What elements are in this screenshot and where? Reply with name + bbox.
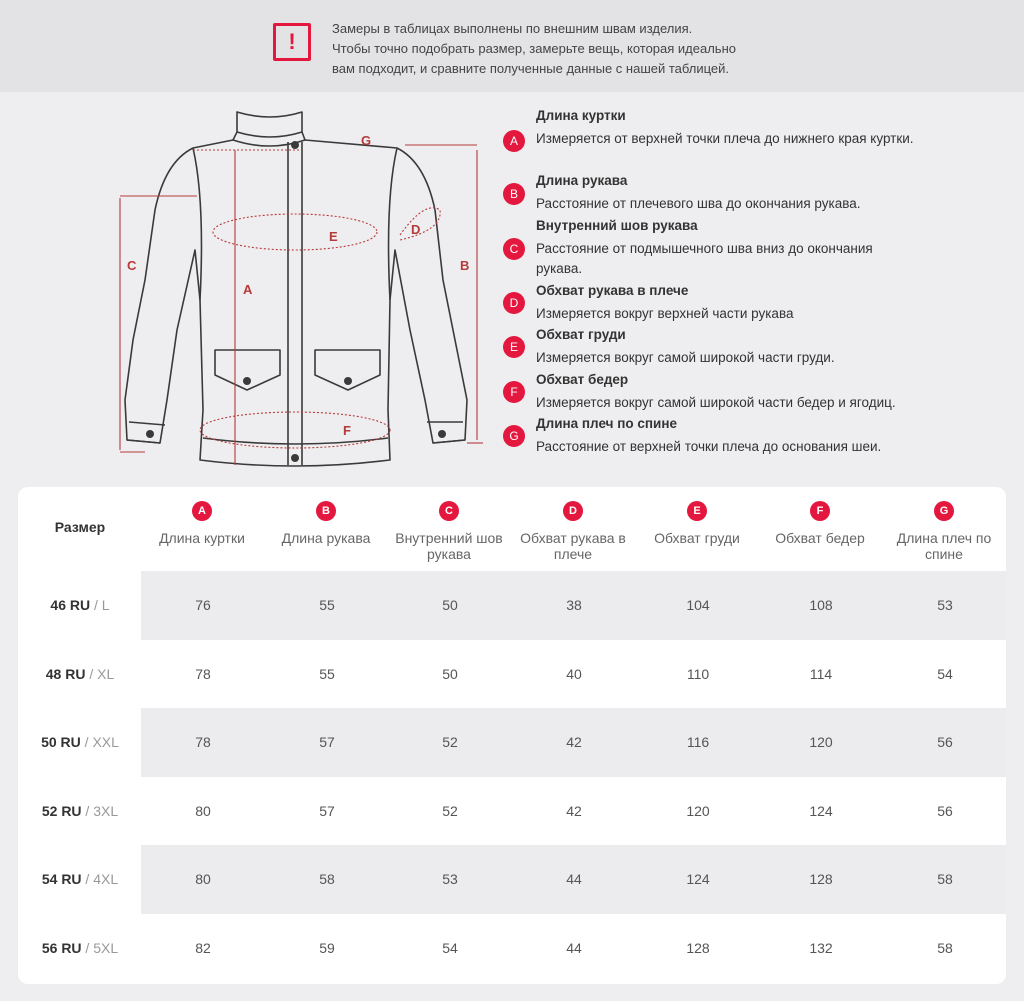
table-row [18,777,1006,846]
table-cell: 56 [937,734,953,751]
table-cell: 132 [809,940,833,956]
size-separator: / [90,597,102,613]
left-cuff [127,422,165,443]
table-cell: 44 [566,871,582,888]
letter-badge-icon: G [503,425,525,447]
letter-badge-icon: C [439,501,459,521]
table-cell: 80 [195,871,211,888]
table-cell: 50 [442,665,458,682]
size-separator: / [81,940,94,956]
letter-badge-icon: A [503,130,525,152]
table-cell: 56 [937,802,953,819]
size-label [18,777,142,846]
column-label: Длина рукава [281,530,371,546]
notice-line: Замеры в таблицах выполнены по внешним швам изделия. [332,21,693,36]
label-c: C [127,258,137,273]
table-cell: 104 [686,597,710,613]
letter-badge-icon: D [563,501,583,521]
size-intl: L [101,597,110,613]
column-label: Обхват бедер [775,530,865,546]
table-cell: 38 [566,597,582,613]
table-row [18,571,1006,640]
legend-title: Длина рукава [536,173,628,188]
size-separator: / [81,802,94,819]
column-label: Обхват рукава в плече [520,530,626,562]
letter-badge-icon: B [316,501,336,521]
column-header [140,501,264,546]
table-cell: 110 [686,665,710,682]
table-cell: 114 [809,665,833,682]
column-header [264,501,388,546]
column-header [387,501,511,562]
placket [288,142,302,465]
table-cell: 78 [195,734,211,751]
jacket-body-outline [237,112,302,137]
size-ru: 46 RU [50,597,91,613]
table-cell: 53 [442,871,458,888]
table-cell: 116 [686,734,710,751]
column-label: Длина куртки [159,530,245,546]
size-ru: 48 RU [45,665,86,682]
size-column-header: Размер [54,519,106,535]
legend-desc: Расстояние от верхней точки плеча до основания шеи. [536,439,882,454]
table-cell: 78 [195,665,211,682]
legend-desc: Измеряется вокруг самой широкой части бедер и ягодиц. [536,395,896,410]
table-cell: 54 [937,665,953,682]
table-cell: 120 [809,734,833,751]
size-ru: 50 RU [41,734,81,751]
table-cell: 128 [809,871,833,888]
letter-badge-icon: D [503,292,525,314]
column-label: Обхват груди [654,530,740,546]
label-e: E [329,229,338,244]
size-separator: / [81,871,94,888]
jacket-diagram [105,100,495,475]
button [438,430,446,438]
letter-badge-icon: A [192,501,212,521]
notice-line: Чтобы точно подобрать размер, замерьте вещь, которая идеально [332,41,736,56]
legend-title: Длина плеч по спине [536,416,677,431]
size-label [18,571,142,640]
table-cell: 57 [319,802,335,819]
legend-title: Длина куртки [536,108,626,123]
size-intl: 4XL [93,871,119,888]
table-cell: 124 [686,871,710,888]
table-cell: 58 [937,871,953,888]
table-row [18,914,1006,983]
table-cell: 59 [319,940,335,956]
table-cell: 53 [937,597,953,613]
legend-desc: Измеряется вокруг самой широкой части груди. [536,350,835,365]
legend-desc: Расстояние от плечевого шва до окончания рукава. [536,196,861,211]
table-cell: 50 [442,597,458,613]
size-label [18,845,142,914]
button [291,454,299,462]
legend-title: Внутренний шов рукава [536,218,698,233]
table-cell: 128 [686,940,710,956]
letter-badge-icon: F [810,501,830,521]
table-cell: 55 [319,597,335,613]
table-row [18,845,1006,914]
warning-icon: ! [273,23,311,61]
table-cell: 42 [566,802,582,819]
legend-title: Обхват рукава в плече [536,283,689,298]
size-label [18,708,142,777]
table-row [18,708,1006,777]
table-cell: 40 [566,665,582,682]
letter-badge-icon: B [503,183,525,205]
notice-banner [0,0,1024,92]
size-ru: 56 RU [41,940,82,956]
letter-badge-icon: F [503,381,525,403]
legend-title: Обхват груди [536,327,626,342]
column-header [635,501,759,546]
table-cell: 52 [442,802,458,819]
button [291,141,299,149]
table-row [18,640,1006,709]
label-d: D [411,222,421,237]
size-label [18,640,142,709]
letter-badge-icon: E [687,501,707,521]
table-cell: 44 [566,940,582,956]
column-header [882,501,1006,562]
notice-line: вам подходит, и сравните полученные данные с нашей таблицей. [332,61,730,76]
table-cell: 54 [442,940,458,956]
table-cell: 76 [195,597,211,613]
letter-badge-icon: C [503,238,525,260]
letter-badge-icon: G [934,501,954,521]
size-intl: XL [97,665,115,682]
column-label: Длина плеч по спине [896,530,992,562]
legend-desc: Измеряется от верхней точки плеча до нижнего края куртки. [536,131,914,146]
button [344,377,352,385]
column-label: Внутренний шов рукава [395,530,503,562]
table-cell: 120 [686,802,710,819]
label-g: G [361,133,372,148]
table-cell: 124 [809,802,833,819]
table-cell: 58 [319,871,335,888]
size-separator: / [80,734,93,751]
table-cell: 108 [809,597,833,613]
table-cell: 57 [319,734,335,751]
size-ru: 52 RU [41,802,82,819]
size-intl: 5XL [93,940,119,956]
table-cell: 52 [442,734,458,751]
table-cell: 58 [937,940,953,956]
column-header [511,501,635,562]
table-cell: 55 [319,665,335,682]
table-cell: 82 [195,940,211,956]
legend-title: Обхват бедер [536,372,629,387]
button [146,430,154,438]
legend-desc: Измеряется вокруг верхней части рукава [536,306,794,321]
table-cell: 80 [195,802,211,819]
legend-desc: Расстояние от подмышечного шва вниз до окончания рукава. [536,241,873,276]
size-separator: / [85,665,98,682]
measure-ellipse-f [200,412,390,448]
size-table [18,487,1006,984]
size-intl: 3XL [93,802,119,819]
letter-badge-icon: E [503,336,525,358]
button [243,377,251,385]
table-cell: 42 [566,734,582,751]
size-ru: 54 RU [41,871,82,888]
measure-ellipse-e [213,214,377,250]
label-a: A [243,282,253,297]
jacket-torso-outline [125,140,470,466]
size-intl: XXL [92,734,119,751]
label-f: F [343,423,351,438]
notice-text [332,19,792,79]
column-header [758,501,882,546]
label-b: B [460,258,470,273]
size-label [18,914,142,983]
